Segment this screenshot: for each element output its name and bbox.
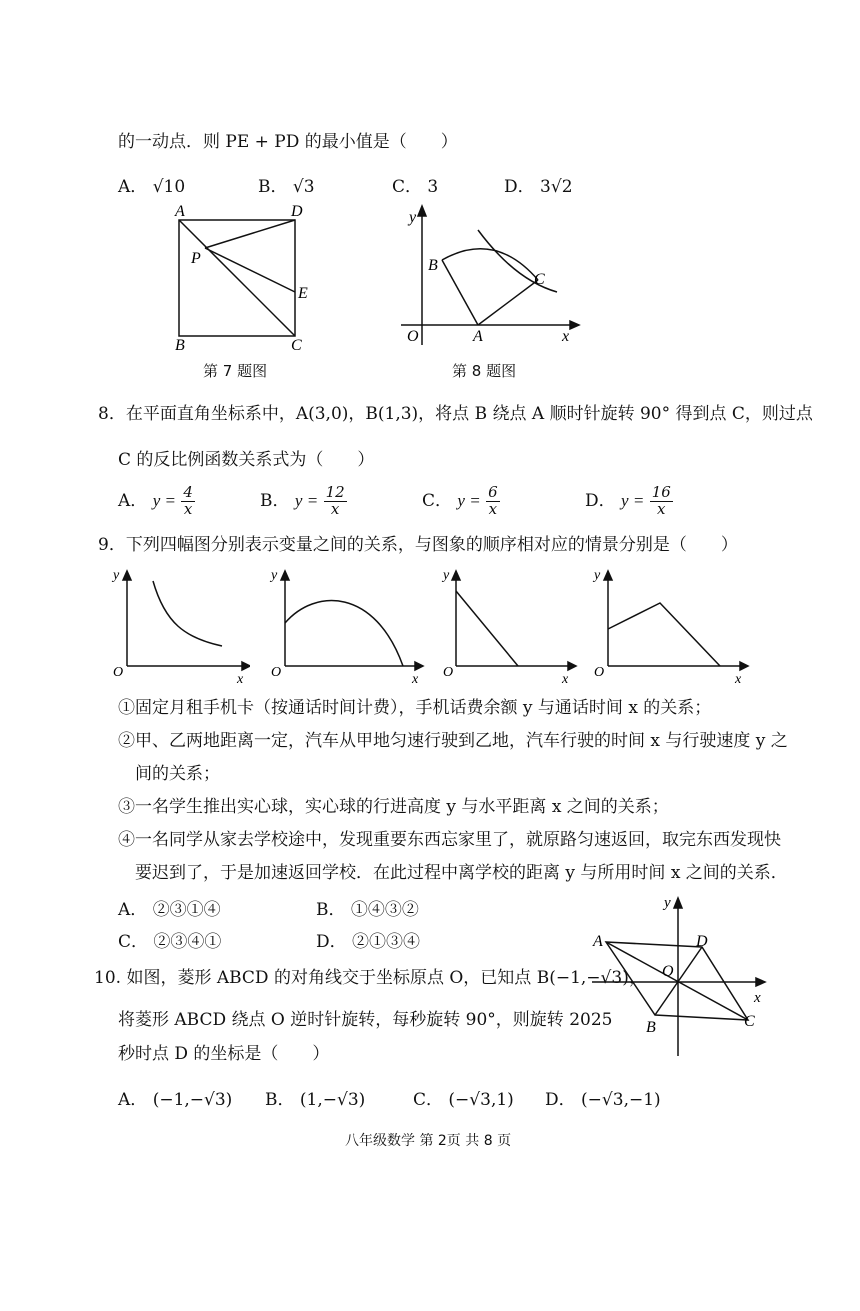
q8-y-arrow <box>418 206 426 216</box>
q9-option-c[interactable] <box>118 927 221 952</box>
q8-option-b-den: x <box>330 499 340 518</box>
q8-label-x: x <box>562 328 570 345</box>
q9-option-c-letter: C． <box>118 932 149 952</box>
q7-label-a: A <box>175 203 185 220</box>
q7-figure-caption: 第 7 题图 <box>203 362 268 380</box>
q7-option-d[interactable] <box>504 172 573 197</box>
q10-stem-line3: 秒时点 D 的坐标是（ ） <box>118 1044 330 1064</box>
q7-option-a-text: √10 <box>152 177 186 197</box>
q9-scenario-2: ②甲、乙两地距离一定，汽车从甲地匀速行驶到乙地，汽车行驶的时间 x 与行驶速度 y 之 <box>118 731 788 751</box>
q9-scenario-2-cont: 间的关系； <box>135 764 220 784</box>
q9-graph-3-x-arrow <box>568 662 576 670</box>
q8-option-d-lhs: y = <box>621 490 645 510</box>
q9-graph-4-x-arrow <box>740 662 748 670</box>
q9-graph-1-y-arrow <box>123 571 131 580</box>
q8-label-b: B <box>428 257 438 274</box>
q8-option-c-letter: C． <box>422 490 453 511</box>
q7-label-e: E <box>298 285 308 302</box>
q8-option-d-num: 16 <box>651 483 671 501</box>
q10-option-a-text: (−1,−√3) <box>152 1090 233 1110</box>
q8-option-a-letter: A． <box>118 490 148 511</box>
q9-graph-1-x-arrow <box>242 662 250 670</box>
q9-graph-1-curve <box>153 581 222 646</box>
q9-graph-1-label-x: x <box>237 672 244 685</box>
q7-option-d-text: 3√2 <box>540 177 573 197</box>
q9-option-d-letter: D． <box>316 932 347 952</box>
q8-option-a-den: x <box>183 499 193 518</box>
q10-option-b-letter: B． <box>265 1090 295 1110</box>
q7-label-b: B <box>175 337 185 350</box>
q8-option-d-letter: D． <box>585 490 616 511</box>
q8-label-o: O <box>407 328 419 345</box>
q10-x-arrow <box>756 978 765 986</box>
q7-option-a-letter: A． <box>118 177 148 197</box>
q10-option-d-letter: D． <box>545 1090 576 1110</box>
q9-option-b-letter: B． <box>316 900 346 920</box>
q9-graph-3 <box>440 563 580 685</box>
q8-option-a[interactable] <box>118 485 195 518</box>
q7-figure <box>165 200 315 350</box>
q10-option-a-letter: A． <box>118 1090 148 1110</box>
q8-option-d-den: x <box>657 499 666 518</box>
q10-y-arrow <box>674 898 682 908</box>
q10-stem-line2: 将菱形 ABCD 绕点 O 逆时针旋转，每秒旋转 90°，则旋转 2025 <box>118 1010 613 1030</box>
q9-graph-4-y-arrow <box>604 571 612 580</box>
q8-option-b-lhs: y = <box>294 490 319 510</box>
q9-graph-4 <box>592 563 752 685</box>
q7-segment-pe <box>205 248 295 292</box>
q10-option-a[interactable] <box>118 1085 232 1110</box>
q8-option-c-lhs: y = <box>457 490 481 510</box>
q9-scenario-4: ④一名同学从家去学校途中，发现重要东西忘家里了，就原路匀速返回，取完东西发现快 <box>118 830 781 850</box>
q9-graph-2-label-o: O <box>271 665 282 680</box>
q9-scenario-3: ③一名学生推出实心球，实心球的行进高度 y 与水平距离 x 之间的关系； <box>118 797 669 817</box>
q7-segment-pd <box>205 220 295 248</box>
q7-label-p: P <box>191 250 201 267</box>
q8-x-arrow <box>570 321 579 329</box>
q8-stem-line1: 8．在平面直角坐标系中，A(3,0)，B(1,3)，将点 B 绕点 A 顺时针旋转 90° 得到点 C，则过点 <box>98 404 813 424</box>
q9-stem: 9．下列四幅图分别表示变量之间的关系，与图象的顺序相对应的情景分别是（ ） <box>98 535 738 555</box>
q7-stem-tail: 的一动点．则 PE + PD 的最小值是（ ） <box>118 132 458 152</box>
q8-segment-ac <box>478 280 538 325</box>
q7-option-c-text: 3 <box>427 177 439 197</box>
q9-graph-3-label-x: x <box>562 672 569 685</box>
q9-graph-2-x-arrow <box>415 662 423 670</box>
q8-stem-line2: C 的反比例函数关系式为（ ） <box>118 450 375 470</box>
q10-label-c: C <box>744 1013 755 1030</box>
q8-figure-caption: 第 8 题图 <box>452 362 517 380</box>
q9-graph-3-label-o: O <box>443 665 454 680</box>
q9-graph-4-label-x: x <box>735 672 742 685</box>
q10-option-d[interactable] <box>545 1085 661 1110</box>
q8-option-b-num: 12 <box>325 483 345 501</box>
q7-option-b[interactable] <box>258 172 315 197</box>
q9-graph-2-label-y: y <box>271 568 278 583</box>
page-footer: 八年级数学 第 2页 共 8 页 <box>345 1133 512 1149</box>
q9-graph-1-label-o: O <box>113 665 124 680</box>
q8-option-c-den: x <box>488 499 498 518</box>
q7-option-c-letter: C． <box>392 177 423 197</box>
q7-label-d: D <box>291 203 303 220</box>
q8-option-d[interactable] <box>585 485 673 518</box>
q10-label-b: B <box>646 1019 656 1036</box>
q8-option-b-fraction <box>324 485 347 518</box>
q8-option-d-fraction <box>650 485 673 518</box>
q8-figure <box>395 200 585 350</box>
q8-segment-ab <box>442 260 478 325</box>
q9-graph-3-label-y: y <box>443 568 450 583</box>
q8-option-b[interactable] <box>260 485 347 518</box>
q10-label-y: y <box>664 895 671 911</box>
q10-option-b-text: (1,−√3) <box>299 1090 366 1110</box>
q10-label-d: D <box>696 933 708 950</box>
q7-option-c[interactable] <box>392 172 438 197</box>
q7-option-b-letter: B． <box>258 177 288 197</box>
q10-label-x: x <box>754 990 761 1006</box>
q9-graph-1 <box>110 563 250 685</box>
q9-option-c-text: ②③④① <box>153 932 222 952</box>
q10-option-c[interactable] <box>413 1085 514 1110</box>
q9-option-a-text: ②③①④ <box>152 900 221 920</box>
q8-option-c-fraction <box>486 485 500 518</box>
q8-option-a-num: 4 <box>183 483 193 501</box>
q8-option-c[interactable] <box>422 485 500 518</box>
q9-option-a-letter: A． <box>118 900 148 920</box>
q9-graph-4-label-y: y <box>594 568 601 583</box>
q8-option-a-lhs: y = <box>152 490 176 510</box>
q7-option-a[interactable] <box>118 172 185 197</box>
q8-label-a: A <box>473 328 483 345</box>
q7-option-b-text: √3 <box>292 177 315 197</box>
q9-graph-2-y-arrow <box>281 571 289 580</box>
q9-option-d-text: ②①③④ <box>352 932 421 952</box>
q10-stem-line1: 10. 如图，菱形 ABCD 的对角线交于坐标原点 O，已知点 B(−1,−√3)， <box>94 968 646 988</box>
q9-option-d[interactable] <box>316 927 420 952</box>
q9-graph-2-curve <box>285 601 403 666</box>
q10-option-d-text: (−√3,−1) <box>581 1090 661 1110</box>
q8-option-b-letter: B． <box>260 490 290 511</box>
q9-graph-3-line <box>456 591 518 666</box>
q9-option-b-text: ①④③② <box>350 900 419 920</box>
q10-option-c-letter: C． <box>413 1090 444 1110</box>
q9-graph-4-label-o: O <box>594 665 605 680</box>
q7-option-d-letter: D． <box>504 177 535 197</box>
q10-label-o: O <box>662 963 674 980</box>
q9-graph-2-label-x: x <box>412 672 419 685</box>
q9-graph-1-label-y: y <box>113 568 120 583</box>
q9-graph-4-line <box>608 603 720 666</box>
q10-option-c-text: (−√3,1) <box>448 1090 514 1110</box>
q10-option-b[interactable] <box>265 1085 365 1110</box>
q10-label-a: A <box>593 933 603 950</box>
q7-label-c: C <box>291 337 302 350</box>
q9-scenario-1: ①固定月租手机卡（按通话时间计费），手机话费余额 y 与通话时间 x 的关系； <box>118 698 712 718</box>
q9-graph-3-y-arrow <box>452 571 460 580</box>
q9-option-a[interactable] <box>118 895 221 920</box>
q8-label-y: y <box>409 209 417 226</box>
q8-option-a-fraction <box>181 485 195 518</box>
q8-option-c-num: 6 <box>488 483 498 501</box>
q9-graph-2 <box>265 563 425 685</box>
q8-label-c: C <box>534 271 545 288</box>
q9-option-b[interactable] <box>316 895 419 920</box>
q9-scenario-4-cont: 要迟到了，于是加速返回学校．在此过程中离学校的距离 y 与所用时间 x 之间的关系． <box>135 863 788 883</box>
